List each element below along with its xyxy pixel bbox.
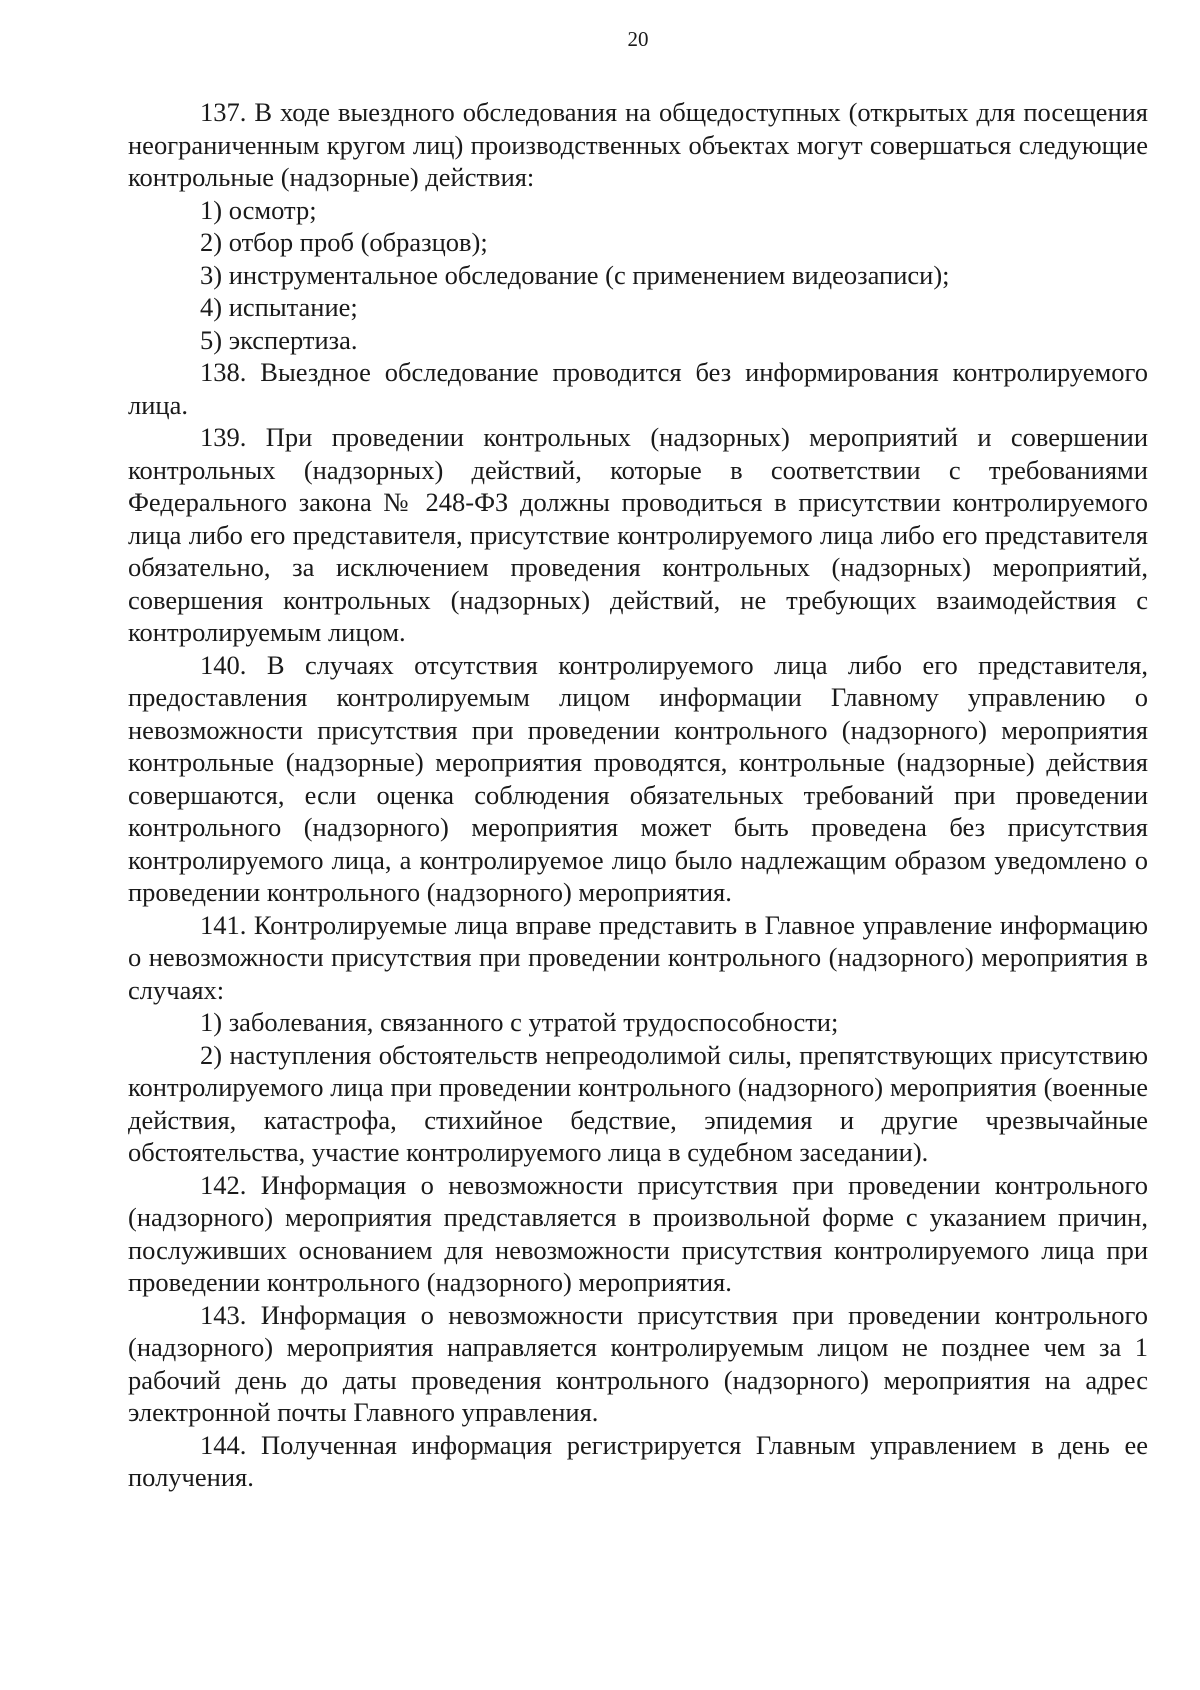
document-body [128, 96, 1148, 1494]
page-number: 20 [627, 27, 649, 51]
paragraph-137: 137. В ходе выездного обследования на общедоступных (открытых для посещения неограниченным кругом лиц) производственных объектах могут совершаться следующие контрольные (надзорные) действия: [128, 97, 1148, 192]
list-item-instrumental-survey: 3) инструментальное обследование (с применением видеозаписи); [200, 259, 950, 290]
paragraph-143: 143. Информация о невозможности присутствия при проведении контрольного (надзорного) мероприятия направляется контролируемым лицом не позднее чем за 1 рабочий день до даты проведения контрольного (надзорного) мероприятия на адрес электронной почты Главного управления. [128, 1299, 1148, 1427]
list-item-force-majeure: 2) наступления обстоятельств непреодолимой силы, препятствующих присутствию контролируемого лица при проведении контрольного (надзорного) мероприятия (военные действия, катастрофа, стихийное бедствие, эпидемия и другие чрезвычайные обстоятельства, участие контролируемого лица в судебном заседании). [128, 1039, 1148, 1167]
paragraph-138: 138. Выездное обследование проводится без информирования контролируемого лица. [128, 357, 1148, 420]
paragraph-141: 141. Контролируемые лица вправе представить в Главное управление информацию о невозможности присутствия при проведении контрольного (надзорного) мероприятия в случаях: [128, 909, 1148, 1005]
list-item-expertise: 5) экспертиза. [200, 324, 358, 355]
list-item-inspection: 1) осмотр; [200, 194, 317, 225]
paragraph-139: 139. При проведении контрольных (надзорных) мероприятий и совершении контрольных (надзорных) действий, которые в соответствии с требованиями Федерального закона № 248-ФЗ должны проводиться в присутствии контролируемого лица либо его представителя, присутствие контролируемого лица либо его представителя обязательно, за исключением проведения контрольных (надзорных) мероприятий, совершения контрольных (надзорных) действий, не требующих взаимодействия с контролируемым лицом. [128, 422, 1148, 647]
paragraph-142: 142. Информация о невозможности присутствия при проведении контрольного (надзорного) мероприятия представляется в произвольной форме с указанием причин, послуживших основанием для невозможности присутствия контролируемого лица при проведении контрольного (надзорного) мероприятия. [128, 1169, 1148, 1297]
paragraph-144: 144. Полученная информация регистрируется Главным управлением в день ее получения. [128, 1429, 1148, 1492]
list-item-testing: 4) испытание; [200, 292, 358, 322]
paragraph-140: 140. В случаях отсутствия контролируемого лица либо его представителя, предоставления контролируемым лицом информации Главному управлению о невозможности присутствия при проведении контрольного (надзорного) мероприятия контрольные (надзорные) мероприятия проводятся, контрольные (надзорные) действия совершаются, если оценка соблюдения обязательных требований при проведении контрольного (надзорного) мероприятия может быть проведена без присутствия контролируемого лица, а контролируемое лицо было надлежащим образом уведомлено о проведении контрольного (надзорного) мероприятия. [128, 649, 1148, 907]
list-item-sampling: 2) отбор проб (образцов); [200, 227, 488, 257]
list-item-illness: 1) заболевания, связанного с утратой трудоспособности; [200, 1007, 839, 1037]
